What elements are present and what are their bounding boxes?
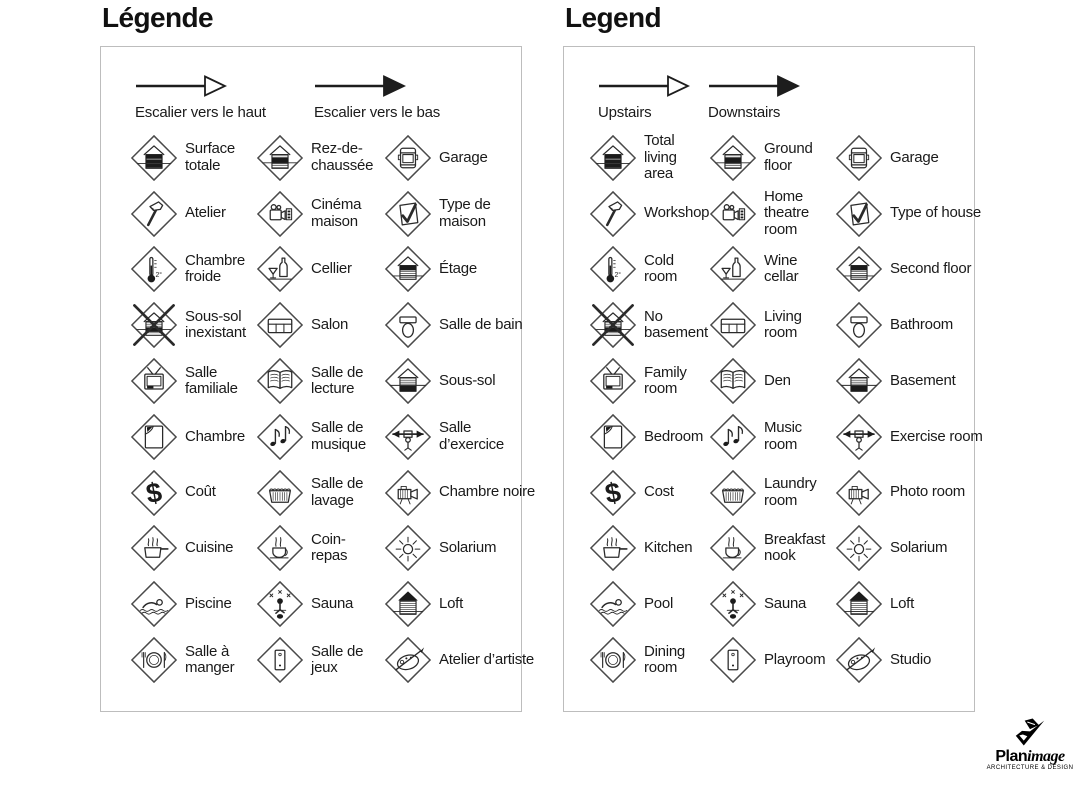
- bathroom-icon: [385, 302, 431, 348]
- legend-item: [257, 581, 385, 627]
- legend-item: [385, 302, 543, 348]
- arrow-label: Upstairs: [598, 104, 652, 121]
- legend-item: [710, 135, 836, 181]
- legend-item: [257, 414, 385, 460]
- legend-item: [836, 581, 996, 627]
- legend-item: [836, 470, 996, 516]
- ground-floor-icon: [710, 135, 756, 181]
- legend-item-label: Salle à manger: [185, 642, 235, 677]
- legend-item-label: Cinéma maison: [311, 196, 362, 230]
- legend-item-label: Studio: [890, 650, 932, 668]
- legend-item-label: Type of house: [890, 204, 981, 222]
- planimage-logo-icon: [1012, 718, 1048, 750]
- legend-item-label: Cellier: [311, 260, 352, 278]
- legend-item-label: Salle de lecture: [311, 363, 364, 398]
- legend-item: [131, 246, 257, 292]
- legend-item: [131, 525, 257, 571]
- legend-item: [385, 135, 543, 181]
- legend-item: [131, 302, 257, 348]
- arrow-block: [598, 73, 708, 121]
- legend-item: [257, 470, 385, 516]
- arrow-block: [135, 73, 314, 121]
- legend-item: [590, 581, 710, 627]
- family-room-icon: [131, 358, 177, 404]
- legend-item: [836, 135, 996, 181]
- legend-panel-french: [100, 2, 535, 712]
- legend-item-label: Salle d’exercice: [439, 419, 505, 453]
- garage-icon: [385, 135, 431, 181]
- legend-item-label: Playroom: [764, 650, 826, 668]
- total-living-area-icon: [590, 135, 636, 181]
- legend-item-label: Pool: [644, 595, 674, 613]
- arrow-block: [314, 73, 440, 121]
- cold-room-icon: [131, 246, 177, 292]
- arrow-label: Downstairs: [708, 104, 781, 121]
- legend-item-label: Total living area: [644, 132, 677, 183]
- solarium-icon: [836, 525, 882, 571]
- logo-tagline: ARCHITECTURE & DESIGN: [986, 765, 1074, 771]
- legend-item: [836, 191, 996, 237]
- legend-item-label: Exercise room: [890, 427, 983, 445]
- legend-item: [710, 525, 836, 571]
- studio-icon: [385, 637, 431, 683]
- den-icon: [710, 358, 756, 404]
- breakfast-nook-icon: [257, 525, 303, 571]
- total-living-area-icon: [131, 135, 177, 181]
- living-room-icon: [257, 302, 303, 348]
- legend-item-label: Laundry room: [764, 475, 817, 509]
- legend-item: [710, 358, 836, 404]
- laundry-room-icon: [257, 470, 303, 516]
- stairs-up-arrow-icon: [135, 73, 314, 99]
- legend-item: [257, 135, 385, 181]
- legend-item-label: Coin-repas: [311, 530, 348, 565]
- legend-item: [710, 246, 836, 292]
- music-room-icon: [257, 414, 303, 460]
- panel-title-english: Legend: [565, 2, 661, 33]
- stairs-down-arrow-icon: [314, 73, 440, 99]
- legend-item-label: Loft: [890, 595, 915, 613]
- basement-icon: [836, 358, 882, 404]
- legend-item-label: Sauna: [764, 595, 807, 613]
- planimage-logo: [986, 718, 1074, 771]
- legend-item-label: Breakfast nook: [764, 530, 826, 565]
- legend-item: [836, 525, 996, 571]
- arrow-label: Escalier vers le bas: [314, 104, 441, 121]
- wine-cellar-icon: [257, 246, 303, 292]
- legend-item: [257, 246, 385, 292]
- panel-box-english: [563, 46, 983, 712]
- legend-item-label: Sous-sol: [439, 371, 496, 389]
- legend-item: [590, 637, 710, 683]
- home-theatre-icon: [257, 191, 303, 237]
- panel-box-french: [100, 46, 535, 712]
- svg-text:$: $: [602, 475, 624, 509]
- svg-text:2°: 2°: [614, 272, 622, 280]
- legend-item: [590, 470, 710, 516]
- legend-item: [710, 302, 836, 348]
- legend-item-label: Salle de jeux: [311, 642, 364, 677]
- family-room-icon: [590, 358, 636, 404]
- legend-item-label: Atelier d’artiste: [439, 650, 534, 668]
- legend-item-label: Salle familiale: [185, 363, 238, 398]
- legend-item-label: Second floor: [890, 260, 972, 278]
- garage-icon: [836, 135, 882, 181]
- legend-item-label: Family room: [644, 363, 687, 398]
- legend-item: [710, 189, 836, 239]
- legend-item: [385, 581, 543, 627]
- playroom-icon: [257, 637, 303, 683]
- cold-room-icon: [590, 246, 636, 292]
- den-icon: [257, 358, 303, 404]
- legend-item: [131, 191, 257, 237]
- legend-item: [710, 637, 836, 683]
- legend-item-label: Chambre noire: [439, 483, 535, 501]
- kitchen-icon: [131, 525, 177, 571]
- arrow-label: Escalier vers le haut: [135, 104, 266, 121]
- legend-panel-english: [563, 2, 983, 712]
- legend-item: [836, 414, 996, 460]
- legend-item: [257, 525, 385, 571]
- legend-item: [385, 470, 543, 516]
- legend-item: [590, 133, 710, 183]
- playroom-icon: [710, 637, 756, 683]
- legend-item: [257, 191, 385, 237]
- legend-item-label: Wine cellar: [764, 251, 799, 286]
- logo-brand-bold: Plan: [995, 748, 1028, 765]
- legend-item-label: Salle de bain: [439, 316, 523, 334]
- legend-item-label: Garage: [890, 148, 939, 166]
- stairs-arrows-row: [101, 47, 521, 121]
- legend-item-label: Cuisine: [185, 539, 234, 557]
- legend-item-label: Coût: [185, 483, 216, 501]
- legend-item: [131, 358, 257, 404]
- legend-item: [836, 302, 996, 348]
- legend-item-label: Solarium: [439, 539, 497, 557]
- legend-item: [257, 302, 385, 348]
- ground-floor-icon: [257, 135, 303, 181]
- legend-item-label: Cold room: [644, 251, 678, 286]
- workshop-icon: [131, 191, 177, 237]
- stairs-arrows-row: [564, 47, 974, 121]
- cost-icon: [590, 470, 636, 516]
- cost-icon: [131, 470, 177, 516]
- legend-items-grid: [564, 130, 983, 688]
- legend-item: [131, 414, 257, 460]
- legend-item: [836, 637, 996, 683]
- legend-item-label: Photo room: [890, 483, 966, 501]
- laundry-room-icon: [710, 470, 756, 516]
- legend-item: [710, 414, 836, 460]
- legend-item: [710, 581, 836, 627]
- stairs-up-arrow-icon: [598, 73, 708, 99]
- logo-brand: [995, 750, 1064, 764]
- solarium-icon: [385, 525, 431, 571]
- legend-item: [590, 414, 710, 460]
- loft-icon: [385, 581, 431, 627]
- legend-item-label: Sauna: [311, 595, 354, 613]
- legend-item: [257, 358, 385, 404]
- svg-text:$: $: [143, 475, 165, 509]
- legend-item-label: Garage: [439, 148, 488, 166]
- dining-room-icon: [590, 637, 636, 683]
- legend-item: [590, 358, 710, 404]
- type-of-house-icon: [836, 191, 882, 237]
- panel-title-french: Légende: [102, 2, 213, 33]
- legend-item-label: Surface totale: [185, 140, 235, 174]
- legend-item-label: Salle de musique: [311, 419, 366, 453]
- legend-item: [590, 191, 710, 237]
- legend-item: [385, 358, 543, 404]
- arrow-block: [708, 73, 800, 121]
- legend-item: [590, 525, 710, 571]
- legend-items-grid: [101, 130, 535, 688]
- legend-item-label: Sous-sol inexistant: [185, 307, 246, 342]
- legend-item-label: No basement: [644, 307, 708, 342]
- photo-room-icon: [836, 470, 882, 516]
- pool-icon: [590, 581, 636, 627]
- stairs-down-arrow-icon: [708, 73, 800, 99]
- legend-item-label: Loft: [439, 595, 464, 613]
- legend-item-label: Basement: [890, 371, 956, 389]
- legend-item: [131, 135, 257, 181]
- legend-item: [385, 525, 543, 571]
- exercise-room-icon: [836, 414, 882, 460]
- bedroom-icon: [131, 414, 177, 460]
- legend-item: [131, 581, 257, 627]
- legend-item-label: Solarium: [890, 539, 948, 557]
- bedroom-icon: [590, 414, 636, 460]
- legend-item: [710, 470, 836, 516]
- second-floor-icon: [385, 246, 431, 292]
- legend-item-label: Atelier: [185, 204, 226, 222]
- workshop-icon: [590, 191, 636, 237]
- legend-item-label: Cost: [644, 483, 674, 501]
- legend-item-label: Ground floor: [764, 140, 813, 174]
- legend-item: [836, 358, 996, 404]
- second-floor-icon: [836, 246, 882, 292]
- bathroom-icon: [836, 302, 882, 348]
- loft-icon: [836, 581, 882, 627]
- legend-item-label: Salon: [311, 316, 349, 334]
- legend-item-label: Étage: [439, 260, 477, 278]
- photo-room-icon: [385, 470, 431, 516]
- legend-item-label: Chambre: [185, 427, 245, 445]
- legend-item-label: Music room: [764, 419, 802, 453]
- breakfast-nook-icon: [710, 525, 756, 571]
- legend-item: [131, 637, 257, 683]
- legend-item: [385, 246, 543, 292]
- legend-item-label: Living room: [764, 307, 802, 342]
- dining-room-icon: [131, 637, 177, 683]
- legend-item-label: Type de maison: [439, 196, 491, 230]
- kitchen-icon: [590, 525, 636, 571]
- wine-cellar-icon: [710, 246, 756, 292]
- legend-item: [385, 414, 543, 460]
- no-basement-icon: [590, 302, 636, 348]
- pool-icon: [131, 581, 177, 627]
- legend-item-label: Bedroom: [644, 427, 704, 445]
- legend-item: [836, 246, 996, 292]
- legend-item-label: Den: [764, 371, 791, 389]
- legend-item-label: Salle de lavage: [311, 475, 364, 509]
- legend-item-label: Kitchen: [644, 539, 693, 557]
- logo-brand-italic: image: [1027, 748, 1065, 765]
- legend-item-label: Chambre froide: [185, 251, 245, 286]
- legend-item: [131, 470, 257, 516]
- no-basement-icon: [131, 302, 177, 348]
- exercise-room-icon: [385, 414, 431, 460]
- music-room-icon: [710, 414, 756, 460]
- svg-text:2°: 2°: [155, 272, 163, 280]
- living-room-icon: [710, 302, 756, 348]
- legend-item: [590, 246, 710, 292]
- legend-item-label: Dining room: [644, 642, 686, 677]
- legend-item: [385, 637, 543, 683]
- studio-icon: [836, 637, 882, 683]
- legend-item: [385, 191, 543, 237]
- legend-item: [257, 637, 385, 683]
- sauna-icon: [710, 581, 756, 627]
- type-of-house-icon: [385, 191, 431, 237]
- home-theatre-icon: [710, 191, 756, 237]
- legend-item-label: Home theatre room: [764, 187, 809, 238]
- legend-item-label: Bathroom: [890, 316, 954, 334]
- legend-item-label: Workshop: [644, 204, 710, 222]
- legend-item: [590, 302, 710, 348]
- basement-icon: [385, 358, 431, 404]
- legend-item-label: Piscine: [185, 595, 232, 613]
- sauna-icon: [257, 581, 303, 627]
- legend-item-label: Rez-de-chaussée: [311, 140, 374, 174]
